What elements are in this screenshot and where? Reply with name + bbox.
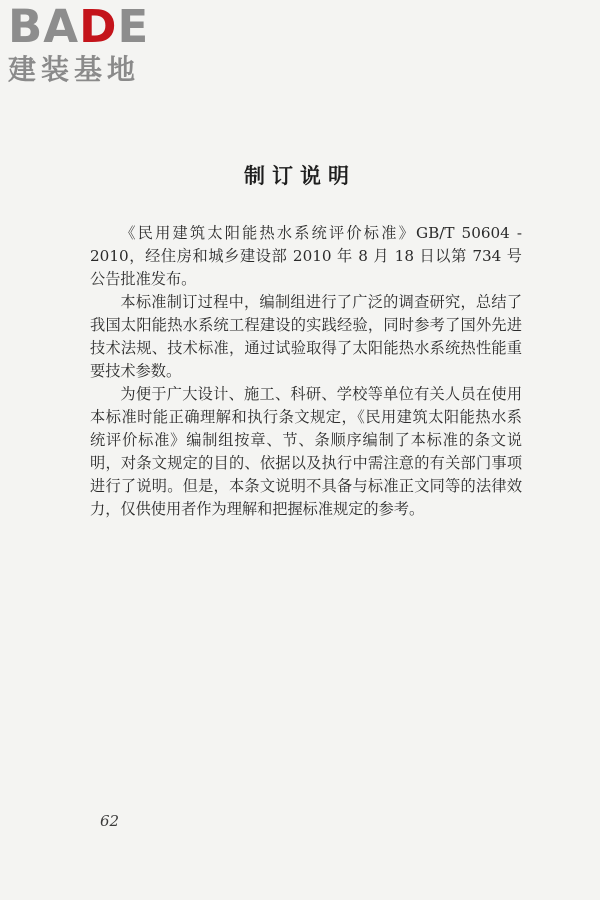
page-title: 制订说明 <box>244 164 356 188</box>
logo-wordmark-part-1: BA <box>8 0 80 53</box>
logo-wordmark-accent-letter: D <box>79 0 118 53</box>
paragraph-1: 《民用建筑太阳能热水系统评价标准》GB/T 50604 - 2010，经住房和城乡建设部 2010 年 8 月 18 日以第 734 号公告批准发布。 <box>90 224 522 288</box>
page-number: 62 <box>100 812 120 830</box>
logo-subtitle: 建装基地 <box>8 53 141 86</box>
body-text <box>90 222 522 521</box>
logo-wordmark <box>8 2 149 52</box>
paragraph-3: 为便于广大设计、施工、科研、学校等单位有关人员在使用本标准时能正确理解和执行条文规定，《民用建筑太阳能热水系统评价标准》编制组按章、节、条顺序编制了本标准的条文说明，对条文规定的目的、依据以及执行中需注意的有关部门事项进行了说明。但是，本条文说明不具备与标准正文同等的法律效力，仅供使用者作为理解和把握标准规定的参考。 <box>90 385 522 518</box>
logo-wordmark-part-2: E <box>117 0 150 53</box>
bade-logo <box>8 2 178 88</box>
paragraph-2: 本标准制订过程中，编制组进行了广泛的调查研究，总结了我国太阳能热水系统工程建设的实践经验，同时参考了国外先进技术法规、技术标准，通过试验取得了太阳能热水系统热性能重要技术参数。 <box>90 293 522 380</box>
